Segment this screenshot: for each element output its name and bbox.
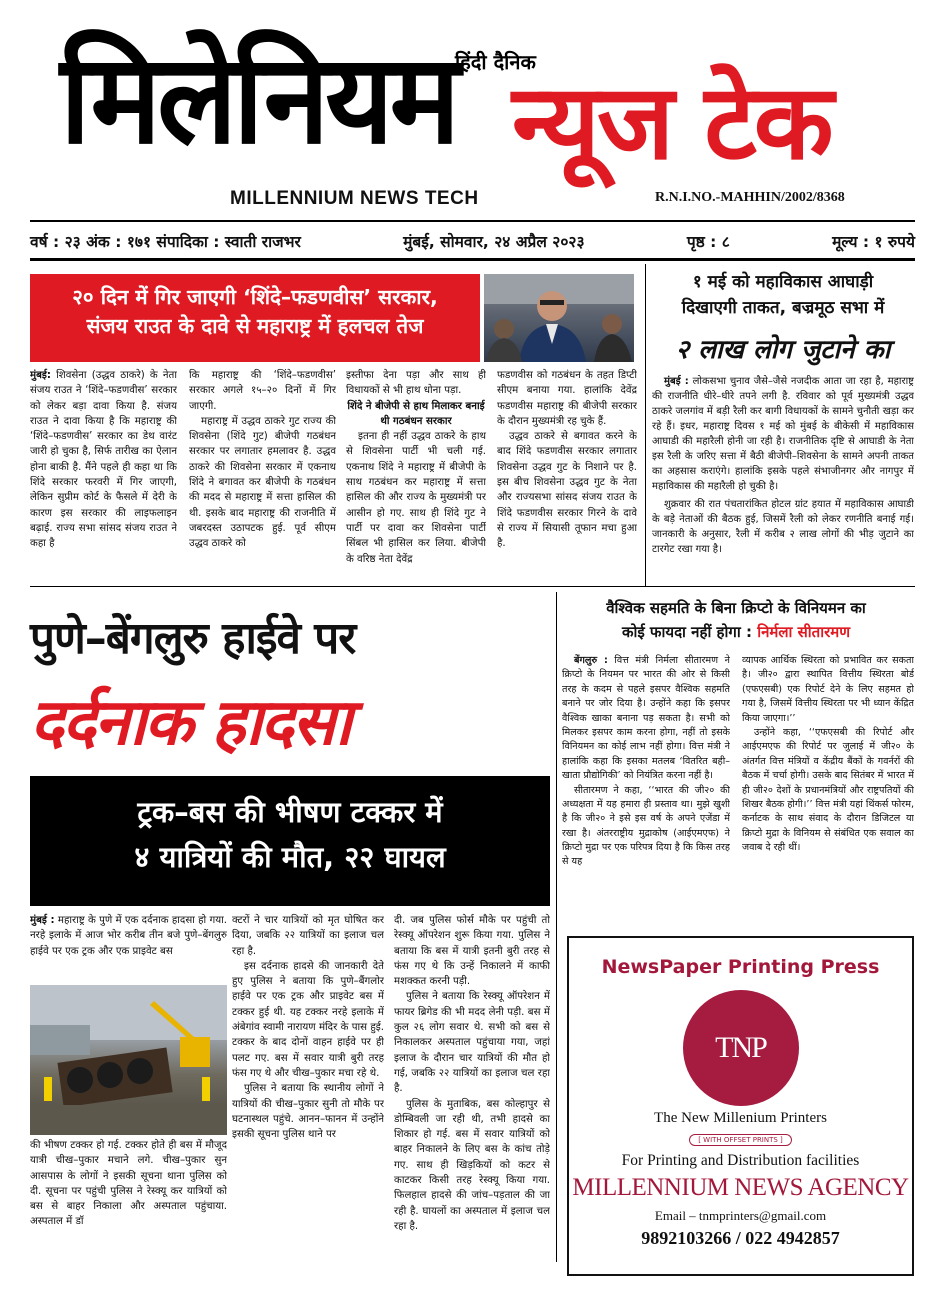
masthead-title-red: न्यूज टेक bbox=[512, 61, 831, 183]
story3-text-2b: इस दर्दनाक हादसे की जानकारी देते हुए पुलिस ने बताया कि पुणे–बैंगलोर हाईवे पर एक ट्रक और प्राइवेट बस में टक्कर हुई थी. यह टक्कर नरहे इलाके में अंबेगांव स्वामी नारायण मंदिर के पास हुई. टक्कर के बाद दोनों वाहन हाईवे पर ही पलट गए. बस में सवार यात्री बुरी तरह फंस गए थे और चीख–पुकार मचा रहे थे. bbox=[232, 960, 384, 1079]
advert-for-line: For Printing and Distribution facilities bbox=[621, 1152, 860, 1169]
story1-photo bbox=[484, 274, 634, 362]
story1-text-2: कि महाराष्ट्र की ‘शिंदे–फडणवीस’ सरकार अगले १५–२० दिनों में गिर जाएगी. bbox=[189, 370, 336, 412]
masthead-title-black: मिलेनियम bbox=[60, 26, 457, 172]
rni-number: R.N.I.NO.-MAHHIN/2002/8368 bbox=[655, 190, 845, 205]
story1-column-1 bbox=[30, 368, 177, 578]
story3-text-1: महाराष्ट्र के पुणे में एक दर्दनाक हादसा हो गया. नरहे इलाके में आज भोर करीब तीन बजे पुणे–बेंगलुरु हाईवे पर एक ट्रक और एक प्राइवेट बस bbox=[30, 915, 227, 957]
story3-headline-line2[interactable]: दर्दनाक हादसा bbox=[30, 686, 350, 760]
story1-text-1: शिवसेना (उद्धव ठाकरे) के नेता संजय राउत ने ‘शिंदे–फडणवीस’ सरकार को लेकर बड़ा दावा किया है. संजय राउत ने दावा किया है कि महाराष्ट्र की ‘शिंदे–फडणवीस’ सरकार का डेथ वारंट जारी हो चुका है, सिर्फ तारीख का ऐलान होना बाकी है. मैंने पहले ही कहा था कि शिंदे सरकार फरवरी में गिर जाएगी, लेकिन सुप्रीम कोर्ट के फैसले में देरी के कारण इस सरकार की लाइफलाइन बढ़ाई. राज्य सभा सांसद संजय राउत ने कहा है bbox=[30, 370, 177, 550]
story1-text-3: इस्तीफा देना पड़ा और साथ ही विधायकों से भी हाथ धोना पड़ा. bbox=[346, 370, 486, 397]
daily-tag: हिंदी दैनिक bbox=[455, 50, 536, 74]
story3-sub-line2: ४ यात्रियों की मौत, २२ घायल bbox=[134, 839, 446, 874]
price: मूल्य : १ रुपये bbox=[832, 233, 915, 251]
story1-text-3b: इतना ही नहीं उद्धव ठाकरे के हाथ से शिवसेना पार्टी भी चली गई. एकनाथ शिंदे ने महाराष्ट्र में बीजेपी के साथ गठबंधन कर महाराष्ट्र में सत्ता हासिल की और राज्य के मुख्यमंत्री पर आसीन हो गए. साथ ही शिंदे गुट ने पार्टी पर दावा कर शिवसेना पार्टी सिंबल भी हासिल कर लिया. बीजेपी के वरिष्ठ नेता देवेंद्र bbox=[346, 431, 486, 565]
story4-text-2b: उन्होंने कहा, ‘‘एफएसबी की रिपोर्ट और आईएमएफ की रिपोर्ट पर जुलाई में जी२० के अंतर्गत वित्त मंत्रियों व केंद्रीय बैंकों के गवर्नरों की बैठक में चर्चा होगी। उसके बाद सितंबर में भारत में ही जी२० देशों के प्रधानमंत्रियों और राष्ट्रपतियों की शिखर बैठक होगी।’’ वित्त मंत्री यहां थिंकर्स फोरम, कर्नाटक के साथ संवाद के दौरान डिजिटल या क्रिप्टो मुद्रा के विनियम से संबंधित एक सवाल का जवाब दे रही थीं। bbox=[742, 726, 914, 854]
edition-info: वर्ष : २३ अंक : १७१ संपादिका : स्वाती राजभर bbox=[30, 233, 301, 251]
printers-logo: TNP bbox=[683, 990, 799, 1106]
story1-column-2 bbox=[189, 368, 336, 578]
column-divider bbox=[645, 264, 646, 586]
advert-title: NewsPaper Printing Press bbox=[601, 956, 880, 978]
story1-text-4b: उद्धव ठाकरे से बगावत करने के बाद शिंदे फडणवीस सरकार लगातार शिवसेना उद्धव गुट के निशाने पर है. इस बीच शिवसेना उद्धव गुट के नेता और राज्यसभा सांसद संजय राउत के शिंदे फडणवीस सरकार गिरने के दावे से राज्य में सियासी तूफान मचा हुआ है. bbox=[497, 431, 637, 550]
story1-column-3 bbox=[346, 368, 486, 578]
story3-accident-photo bbox=[30, 985, 227, 1135]
story2-text-2: शुक्रवार की रात पंचतारांकित होटल ग्रांट हयात में महाविकास आघाडी के बड़े नेताओं की बैठक हुई, जिसमें रैली को लेकर रणनीति बनाई गई। जानकारी के अनुसार, रैली में करीब २ लाख लोगों की भीड़ जुटाने का टारगेट रखा गया है। bbox=[652, 499, 914, 555]
story3-column-1b bbox=[30, 1138, 227, 1258]
page-count: पृष्ठ : ८ bbox=[686, 233, 730, 251]
story3-column-1 bbox=[30, 913, 227, 983]
story1-subhead: शिंदे ने बीजेपी से हाथ मिलाकर बनाई थी गठबंधन सरकार bbox=[347, 400, 485, 427]
story4-text-1: वित्त मंत्री निर्मला सीतारमण ने क्रिप्टो के नियमन पर भारत की ओर से किसी तरह के कदम से पहले इसपर वैश्विक सहमति बनाने पर जोर दिया है। उन्होंने कहा कि इसपर वैश्विक खाका बनाना पड़ सकता है। सभी को मिलकर इसपर काम करना होगा, नहीं तो इसके विनियमन का कोई लाभ नहीं होगा। वित्त मंत्री ने हालांकि कहा कि इसका मतलब ‘वितरित बही–खाता प्रौद्योगिकी’ को नियंत्रित करना नहीं है। bbox=[562, 655, 730, 782]
story4-text-2: व्यापक आर्थिक स्थिरता को प्रभावित कर सकता है। जी२० द्वारा स्थापित वित्तीय स्थिरता बोर्ड (एफएसबी) एक रिपोर्ट देने के लिए सहमत हो गया है, जिसमें वित्तीय स्थिरता पर भी ध्यान केंद्रित किया जाएगा।’’ bbox=[742, 655, 914, 724]
story2-place: मुंबई : bbox=[664, 376, 689, 387]
story2-text-1: लोकसभा चुनाव जैसे–जैसे नजदीक आता जा रहा है, महाराष्ट्र की राजनीति धीरे–धीरे तपने लगी है. रविवार को पूर्व मुख्यमंत्री उद्धव ठाकरे जलगांव में बड़ी रैली कर बागी विधायकों के सामने चुनौती खड़ा कर रहे हैं। इधर, महाराष्ट्र दिवस १ मई को मुंबई के बीकेसी में महाविकास आघाडी की महारैली होनी जा रही है। राजनीतिक दृष्टि से आघाडी के नेता इस रैली के जरिए सत्ता में बैठी बीजेपी–शिवसेना के सामने अपनी ताकत का अहसास कराएंगे। हालांकि इसके पहले संभाजीनगर और नागपुर में महाविकास की महारैली हो चुकी है। bbox=[652, 376, 914, 492]
top-rule bbox=[30, 220, 915, 222]
story3-subheadline bbox=[30, 776, 550, 906]
dateline: मुंबई, सोमवार, २४ अप्रैल २०२३ bbox=[403, 233, 585, 251]
story2-headline-line1: १ मई को महाविकास आघाड़ी bbox=[692, 272, 874, 292]
infobar-rule bbox=[30, 258, 915, 261]
advert-email[interactable]: Email – tnmprinters@gmail.com bbox=[654, 1208, 827, 1223]
story3-text-3c: पुलिस के मुताबिक, बस कोल्हापुर से डोम्बिवली जा रही थी, तभी हादसे का शिकार हो गई. बस में सवार यात्रियों को बाहर निकालने के लिए बस के कांच तोड़े गए. साथ ही खिड़कियों को कटर से काटकर किसी तरह रेस्क्यू किया गया. फिलहाल हादसे की जांच–पड़ताल की जा रही है. घायलों का अस्पताल में इलाज चल रहा है. bbox=[394, 1098, 550, 1232]
advert-printers: The New Millenium Printers bbox=[654, 1110, 827, 1126]
story3-column-3 bbox=[394, 913, 550, 1258]
story1-column-4 bbox=[497, 368, 637, 578]
story3-text-3b: पुलिस ने बताया कि रेस्क्यू ऑपरेशन में फायर ब्रिगेड की भी मदद लेनी पड़ी. बस में कुल २६ लोग सवार थे. सभी को बस से निकालकर अस्पताल पहुंचाया गया, जहां इलाज के दौरान चार यात्रियों की मौत हो गई, जबकि २२ यात्रियों का इलाज चल रहा है. bbox=[394, 991, 550, 1095]
story3-text-2: क्टरों ने चार यात्रियों को मृत घोषित कर दिया, जबकि २२ यात्रियों का इलाज चल रहा है. bbox=[232, 915, 384, 957]
story4-headline-name: निर्मला सीतारमण bbox=[757, 623, 851, 641]
story4-headline-line2: कोई फायदा नहीं होगा : bbox=[621, 623, 752, 641]
story4-place: बेंगलुरु : bbox=[574, 655, 608, 666]
column-divider-2 bbox=[556, 592, 557, 1262]
story1-place: मुंबई: bbox=[30, 370, 51, 381]
story3-column-2 bbox=[232, 913, 384, 1258]
story1-headline[interactable] bbox=[30, 274, 480, 362]
story2-headline-line2: दिखाएगी ताकत, बज्रमूठ सभा में bbox=[681, 297, 885, 318]
story4-headline[interactable] bbox=[560, 596, 912, 644]
story3-text-3: दी. जब पुलिस फोर्स मौके पर पहुंची तो रेस्क्यू ऑपरेशन शुरू किया गया. पुलिस ने बताया कि बस में यात्री इतनी बुरी तरह से फंस गए थे कि उन्हें निकालने में काफी मशक्कत करनी पड़ी. bbox=[394, 915, 550, 988]
story1-headline-line2: संजय राउत के दावे से महाराष्ट्र में हलचल तेज bbox=[86, 313, 424, 338]
edition-infobar bbox=[30, 230, 915, 254]
story4-text-1b: सीतारमण ने कहा, ‘‘भारत की जी२० की अध्यक्षता में यह हमारा ही प्रस्ताव था। मुझे खुशी है कि जी२० ने इसे इस वर्ष के अपने एजेंडा में रखा है। अंतरराष्ट्रीय मुद्राकोष (आईएमएफ) ने क्रिप्टो मुद्रा पर एक परिपत्र दिया है कि किस तरह से यह bbox=[562, 784, 730, 868]
story3-headline-line1[interactable]: पुणे–बेंगलुरु हाईवे पर bbox=[30, 613, 356, 664]
story1-text-2b: महाराष्ट्र में उद्धव ठाकरे गुट राज्य की शिवसेना (शिंदे गुट) बीजेपी गठबंधन सरकार पर लगातार हमलावर है. उद्धव ठाकरे की शिवसेना सरकार में एकनाथ शिंदे ने बगावत कर बीजेपी के गठबंधन की मदद से महाराष्ट्र में सत्ता हासिल की थी. इसके बाद महाराष्ट्र की राजनीति में जबरदस्त उठापटक हुई. पूर्व सीएम उद्धव ठाकरे को bbox=[189, 415, 336, 550]
masthead-english-name: MILLENNIUM NEWS TECH bbox=[230, 188, 479, 209]
story3-text-1b: की भीषण टक्कर हो गई. टक्कर होते ही बस में मौजूद यात्री चीख–पुकार मचाने लगे. चीख–पुकार सुन आसपास के लोगों ने इसकी सूचना थाना पुलिस को दी. सूचना पर पहुंची पुलिस ने रेस्क्यू कर यात्रियों को बस से बाहर निकाला और अस्पताल पहुंचाया. अस्पताल में डॉ bbox=[30, 1140, 227, 1228]
story3-sub-line1: ट्रक–बस की भीषण टक्कर में bbox=[137, 795, 443, 829]
story3-place: मुंबई : bbox=[30, 915, 55, 926]
story2-headline[interactable] bbox=[652, 270, 914, 321]
story1-text-4: फडणवीस को गठबंधन के तहत डिप्टी सीएम बनाया गया. हालांकि देवेंद्र फडणवीस महाराष्ट्र की बीजेपी सरकार के दौरान मुख्यमंत्री रह चुके हैं. bbox=[497, 370, 637, 427]
advert-phone[interactable]: 9892103266 / 022 4942857 bbox=[641, 1228, 840, 1248]
story4-column-1 bbox=[562, 654, 730, 929]
printing-press-advert[interactable] bbox=[567, 936, 914, 1276]
advert-agency: MILLENNIUM NEWS AGENCY bbox=[572, 1174, 909, 1201]
story3-text-2c: पुलिस ने बताया कि स्थानीय लोगों ने यात्रियों की चीख–पुकार सुनी तो मौके पर घटनास्थल पहुंचे. आनन–फानन में उन्होंने इसकी सूचना पुलिस थाने पर bbox=[232, 1083, 384, 1141]
story4-column-2 bbox=[742, 654, 914, 929]
story2-body bbox=[652, 374, 914, 580]
mid-rule bbox=[30, 586, 915, 587]
story1-headline-line1: २० दिन में गिर जाएगी ‘शिंदे–फडणवीस’ सरकार, bbox=[72, 285, 438, 309]
story2-headline-line3: २ लाख लोग जुटाने का bbox=[675, 335, 891, 365]
advert-offset: [ WITH OFFSET PRINTS ] bbox=[689, 1134, 792, 1146]
story4-headline-line1: वैश्विक सहमति के बिना क्रिप्टो के विनियमन का bbox=[606, 599, 866, 617]
